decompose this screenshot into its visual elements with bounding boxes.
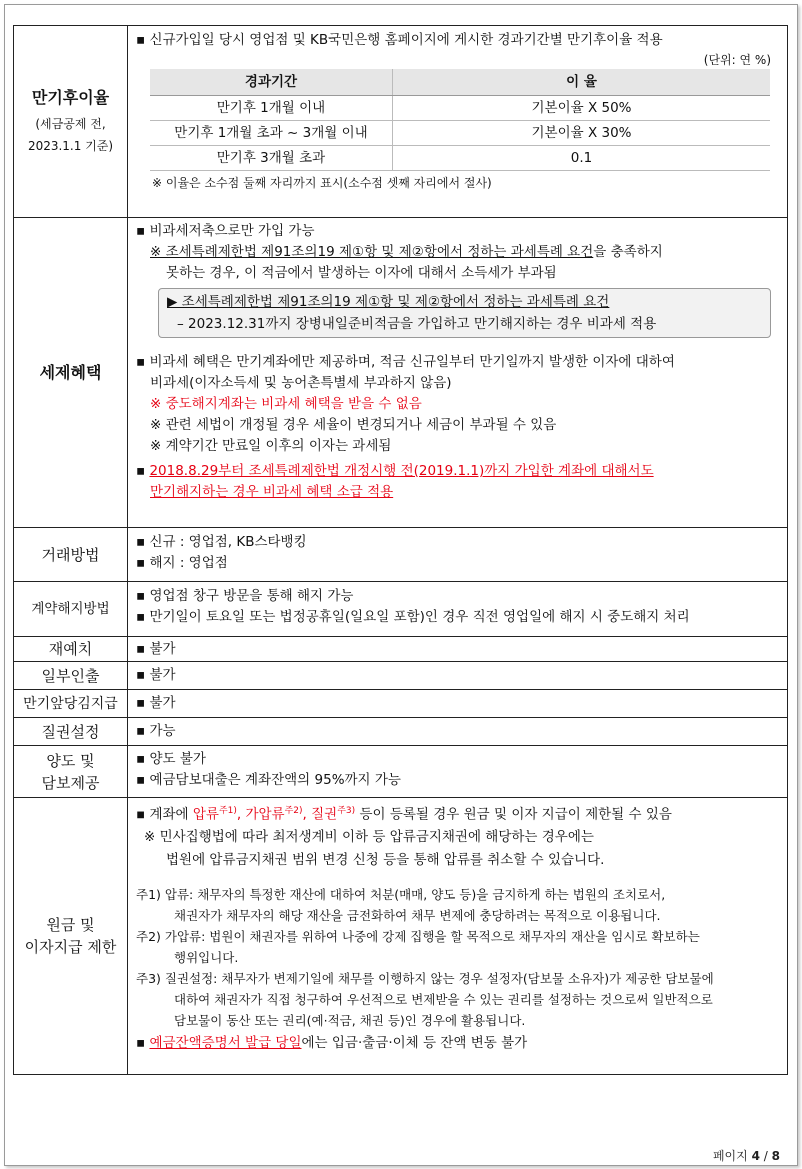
rate-cell: 기본이율 X 50% xyxy=(393,96,771,121)
retroactive-notice: 2018.8.29부터 조세특례제한법 개정시행 전(2019.1.1)까지 가입한 계좌에 대해서도 xyxy=(149,463,654,479)
maturity-lead: ▪ 신규가입일 당시 영업점 및 KB국민은행 홈페이지에 게시한 경과기간별 만기후이율 적용 xyxy=(136,32,663,48)
row-body xyxy=(128,582,788,637)
footnote-ref: 주1) xyxy=(218,806,237,816)
row-head xyxy=(14,746,128,798)
footnote-2-cont: 행위입니다. xyxy=(174,949,239,965)
row-head xyxy=(14,26,128,218)
page-label: 페이지 xyxy=(712,1149,748,1163)
period-cell: 만기후 1개월 초과 ~ 3개월 이내 xyxy=(150,121,393,146)
row-head xyxy=(14,662,128,690)
row-head xyxy=(14,218,128,528)
row-head-label-2: 이자지급 제한 xyxy=(24,938,117,956)
maturity-rate-table xyxy=(150,69,770,171)
row-head-sub xyxy=(14,113,127,157)
termination-line: ▪ 영업점 창구 방문을 통해 해지 가능 xyxy=(136,588,354,604)
tax-line: ▪ 2018.8.29부터 조세특례제한법 개정시행 전(2019.1.1)까지 가입한 계좌에 대해서도 xyxy=(136,463,654,479)
footnote-ref: 주3) xyxy=(337,806,356,816)
tax-line xyxy=(136,482,781,503)
transfer-line: ▪ 양도 불가 xyxy=(136,751,206,767)
row-body xyxy=(128,798,788,1075)
partial-line: ▪ 불가 xyxy=(136,667,176,683)
tax-line: 못하는 경우, 이 적금에서 발생하는 이자에 대해서 소득세가 부과됨 xyxy=(166,265,557,281)
row-body xyxy=(128,690,788,718)
row-body xyxy=(128,26,788,218)
rate-cell: 기본이율 X 30% xyxy=(393,121,771,146)
termination-line: ▪ 만기일이 토요일 또는 법정공휴일(일요일 포함)인 경우 직전 영업일에 해지 시 중도해지 처리 xyxy=(136,609,690,625)
seizure-term: 압류 xyxy=(192,806,219,823)
provisional-seizure-term: , 가압류 xyxy=(236,806,285,823)
row-head-label: 질권설정 xyxy=(41,722,100,741)
tax-line: 비과세(이자소득세 및 농어촌특별세 부과하지 않음) xyxy=(150,375,452,391)
row-redeposit xyxy=(14,637,788,662)
row-transfer-collateral xyxy=(14,746,788,798)
footnote-3: 주3) 질권설정: 채무자가 변제기일에 채무를 이행하지 않는 경우 설정자(담보물 소유자)가 제공한 담보물에 xyxy=(136,970,714,986)
row-head xyxy=(14,582,128,637)
row-head xyxy=(14,798,128,1075)
restriction-line xyxy=(136,801,781,826)
row-head xyxy=(14,528,128,582)
transfer-line: ▪ 예금담보대출은 계좌잔액의 95%까지 가능 xyxy=(136,772,401,788)
row-head-label: 재예치 xyxy=(48,640,93,658)
footnote-1: 주1) 압류: 채무자의 특정한 재산에 대하여 처분(매매, 양도 등)을 금지하게 하는 법원의 조치로서, xyxy=(136,886,666,902)
row-head xyxy=(14,637,128,662)
row-head-label: 세제혜택 xyxy=(39,362,102,382)
row-head-label: 계약해지방법 xyxy=(31,601,110,617)
page-indicator xyxy=(713,1147,780,1164)
row-partial-withdrawal xyxy=(14,662,788,690)
footnote-ref: 주2) xyxy=(284,806,303,816)
row-body xyxy=(128,528,788,582)
row-maturity-rate xyxy=(14,26,788,218)
page-total: 8 xyxy=(771,1149,780,1163)
row-head-label: 원금 및 xyxy=(46,916,95,934)
retroactive-notice: 만기해지하는 경우 비과세 혜택 소급 적용 xyxy=(150,484,394,500)
table-row xyxy=(150,96,770,121)
advance-line: ▪ 불가 xyxy=(136,695,176,711)
trade-line: ▪ 해지 : 영업점 xyxy=(136,555,228,571)
row-head-label: 만기후이율 xyxy=(31,87,110,107)
footnote-1-cont: 채권자가 채무자의 해당 재산을 금전화하여 채무 변제에 충당하려는 목적으로 이용됩니다. xyxy=(174,907,661,923)
row-head-label-2: 담보제공 xyxy=(41,773,100,792)
restriction-line: ▪ 예금잔액증명서 발급 당일에는 입금·출금·이체 등 잔액 변동 불가 xyxy=(136,1034,528,1051)
rate-cell: 0.1 xyxy=(393,146,771,171)
row-termination-method xyxy=(14,582,788,637)
pledge-term: , 질권 xyxy=(302,806,338,823)
restriction-line: ※ 민사집행법에 따라 최저생계비 이하 등 압류금지채권에 해당하는 경우에는 xyxy=(144,828,594,845)
box-title: ▶ 조세특례제한법 제91조의19 제①항 및 제②항에서 정하는 과세특례 요건 xyxy=(167,294,610,310)
row-head xyxy=(14,690,128,718)
row-head-label: 양도 및 xyxy=(46,751,95,770)
footnote-3-cont: 담보물이 동산 또는 권리(예·적금, 채권 등)인 경우에 활용됩니다. xyxy=(174,1012,526,1028)
pledge-line: ▪ 가능 xyxy=(136,723,176,739)
footnote-3-cont: 대하여 채권자가 직접 청구하여 우선적으로 변제받을 수 있는 권리를 설정하는 것으로써 일반적으로 xyxy=(174,991,713,1007)
sub-line-1: (세금공제 전, xyxy=(35,116,106,131)
product-terms-table xyxy=(13,25,788,1075)
row-trade-method xyxy=(14,528,788,582)
table-row xyxy=(150,121,770,146)
trade-line: ▪ 신규 : 영업점, KB스타뱅킹 xyxy=(136,534,307,550)
footnote-2: 주2) 가압류: 법원이 채권자를 위하여 나중에 강제 집행을 할 목적으로 채무자의 재산을 임시로 확보하는 xyxy=(136,928,700,944)
tax-line: ▪ 비과세저축으로만 가입 가능 xyxy=(136,223,315,239)
restriction-line: 법원에 압류금지채권 범위 변경 신청 등을 통해 압류를 취소할 수 있습니다. xyxy=(166,851,605,868)
tax-line: ※ 관련 세법이 개정될 경우 세율이 변경되거나 세금이 부과될 수 있음 xyxy=(150,417,557,433)
row-head-label: 만기앞당김지급 xyxy=(23,695,118,712)
tax-requirement-box xyxy=(158,288,771,338)
period-cell: 만기후 1개월 이내 xyxy=(150,96,393,121)
row-body xyxy=(128,218,788,528)
sub-line-2: 2023.1.1 기준) xyxy=(27,138,114,153)
row-head-label: 거래방법 xyxy=(41,545,100,564)
row-payment-restriction xyxy=(14,798,788,1075)
row-tax-benefit xyxy=(14,218,788,528)
box-detail: – 2023.12.31까지 장병내일준비적금을 가입하고 만기해지하는 경우 비과세 적용 xyxy=(177,316,657,332)
row-head xyxy=(14,718,128,746)
row-body xyxy=(128,718,788,746)
text: 에는 입금·출금·이체 등 잔액 변동 불가 xyxy=(301,1034,528,1051)
unit-label: (단위: 연 %) xyxy=(703,53,771,67)
col-head-period: 경과기간 xyxy=(150,69,393,96)
row-body xyxy=(128,746,788,798)
text: ▪ 계좌에 xyxy=(136,806,193,823)
period-cell: 만기후 3개월 초과 xyxy=(150,146,393,171)
row-body xyxy=(128,662,788,690)
page-separator: / xyxy=(763,1149,768,1163)
row-head-label: 일부인출 xyxy=(41,666,100,685)
row-body xyxy=(128,637,788,662)
table-row xyxy=(150,146,770,171)
tax-line: ▪ 비과세 혜택은 만기계좌에만 제공하며, 적금 신규일부터 만기일까지 발생한 이자에 대하여 xyxy=(136,354,675,370)
tax-line: ※ 계약기간 만료일 이후의 이자는 과세됨 xyxy=(150,438,392,454)
row-pledge xyxy=(14,718,788,746)
certificate-notice: 예금잔액증명서 발급 당일 xyxy=(149,1034,302,1051)
tax-line-tail: 을 충족하지 xyxy=(593,244,663,260)
tax-line xyxy=(136,242,781,263)
row-advance-payment xyxy=(14,690,788,718)
redeposit-line: ▪ 불가 xyxy=(136,640,176,657)
text: 등이 등록될 경우 원금 및 이자 지급이 제한될 수 있음 xyxy=(355,806,672,823)
tax-warning: ※ 중도해지계좌는 비과세 혜택을 받을 수 없음 xyxy=(150,396,422,412)
tax-requirement-underline: ※ 조세특례제한법 제91조의19 제①항 및 제②항에서 정하는 과세특례 요건 xyxy=(150,244,594,260)
page-current: 4 xyxy=(751,1149,760,1163)
maturity-note: ※ 이율은 소수점 둘째 자리까지 표시(소수점 셋째 자리에서 절사) xyxy=(152,176,492,190)
col-head-rate: 이 율 xyxy=(393,69,771,96)
